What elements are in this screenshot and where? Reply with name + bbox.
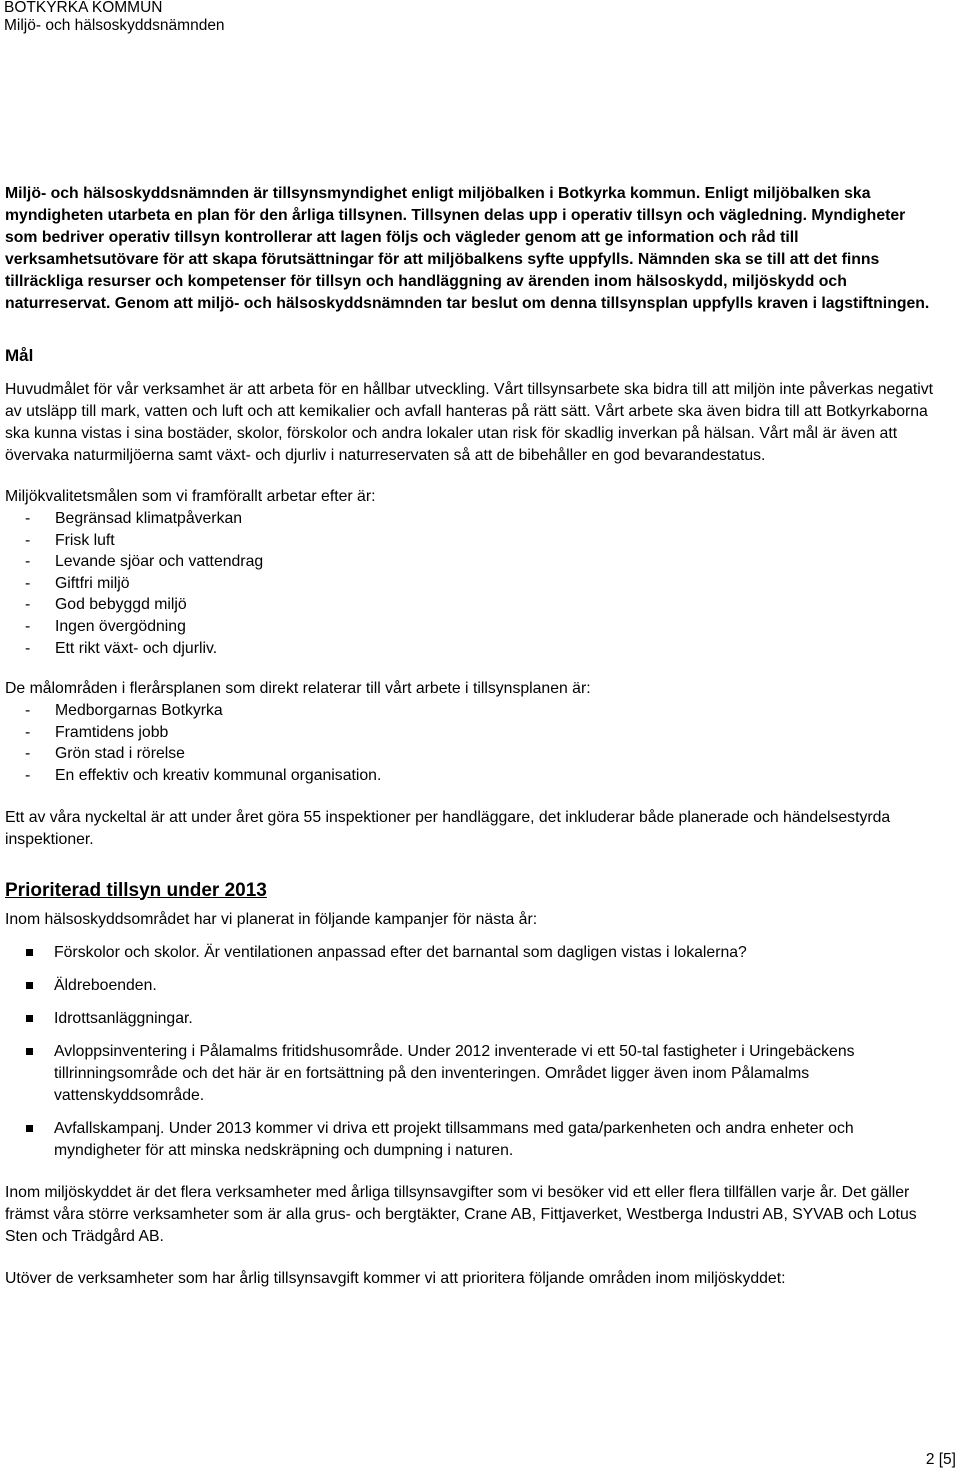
- section-heading-mal: Mål: [5, 346, 34, 365]
- list-item: - God bebyggd miljö: [25, 596, 187, 614]
- list-item: - Levande sjöar och vattendrag: [25, 553, 264, 571]
- bullet-icon: [26, 1048, 33, 1055]
- bullet-icon: [26, 982, 33, 989]
- nyckeltal-paragraph: Ett av våra nyckeltal är att under året göra 55 inspektioner per handläggare, det inkluderar både planerade och händelsestyrda inspektioner.: [5, 808, 891, 848]
- organization-name: BOTKYRKA KOMMUN: [4, 0, 163, 16]
- section-heading-prioriterad-tillsyn: Prioriterad tillsyn under 2013: [5, 879, 267, 901]
- document-header: [4, 0, 225, 36]
- list-item: Avfallskampanj. Under 2013 kommer vi driva ett projekt tillsammans med gata/parkenheten och andra enheter och myndigheter för att minska nedskräpning och dumpning i naturen.: [5, 1118, 935, 1162]
- bullet-icon: [26, 949, 33, 956]
- list-item: - En effektiv och kreativ kommunal organisation.: [25, 766, 382, 784]
- list-item: Förskolor och skolor. Är ventilationen anpassad efter det barnantal som dagligen vistas i lokalerna?: [5, 942, 935, 964]
- list-item: - Framtidens jobb: [25, 723, 169, 741]
- malomraden-list: [5, 700, 935, 786]
- list-item: - Medborgarnas Botkyrka: [25, 702, 223, 720]
- document-body: [5, 183, 935, 1290]
- miljoskydd-paragraph: Inom miljöskyddet är det flera verksamheter med årliga tillsynsavgifter som vi besöker vid ett eller flera tillfällen varje år. Det gäller främst våra större verksamheter som är alla grus- och bergtäkter, Crane AB, Fittjaverket, Westberga Industri AB, SYVAB och Lotus Sten och Trädgård AB.: [5, 1183, 917, 1245]
- mal-paragraph: Huvudmålet för vår verksamhet är att arbeta för en hållbar utveckling. Vårt tillsynsarbete ska bidra till att miljön inte påverkas negativt av utsläpp till mark, vatten och luft och att kemikalier och avfall hanteras på rätt sätt. Vårt arbete ska även bidra till att Botkyrkaborna ska kunna vistas i sina bostäder, skolor, förskolor och andra lokaler utan risk för skadlig inverkan på hälsan. Vårt mål är även att övervaka naturmiljöerna samt växt- och djurliv i naturreservaten så att de bibehåller en god bevarandestatus.: [5, 381, 934, 464]
- list-item: - Begränsad klimatpåverkan: [25, 510, 243, 527]
- prio-intro: Inom hälsoskyddsområdet har vi planerat in följande kampanjer för nästa år:: [5, 910, 538, 928]
- list-item: - Ingen övergödning: [25, 617, 186, 635]
- bullet-icon: [26, 1125, 33, 1132]
- miljokvalitetsmal-intro: Miljökvalitetsmålen som vi framförallt arbetar efter är:: [5, 488, 376, 505]
- utover-paragraph: Utöver de verksamheter som har årlig tillsynsavgift kommer vi att prioritera följande områden inom miljöskyddet:: [5, 1269, 786, 1287]
- list-item: Äldreboenden.: [5, 975, 935, 997]
- list-item: - Ett rikt växt- och djurliv.: [25, 639, 218, 657]
- list-item: Avloppsinventering i Pålamalms fritidshusområde. Under 2012 inventerade vi ett 50-tal fastigheter i Uringebäckens tillrinningsområde och det här är en fortsättning på den inventeringen. Området ligger även inom Pålamalms vattenskyddsområde.: [5, 1041, 935, 1107]
- list-item: Idrottsanläggningar.: [5, 1008, 935, 1030]
- miljokvalitetsmal-list: [5, 508, 935, 659]
- department-name: Miljö- och hälsoskyddsnämnden: [4, 17, 225, 34]
- list-item: - Grön stad i rörelse: [25, 745, 185, 763]
- list-item: - Giftfri miljö: [25, 574, 130, 592]
- malomraden-intro: De målområden i flerårsplanen som direkt relaterar till vårt arbete i tillsynsplanen är:: [5, 680, 591, 698]
- page-number: 2 [5]: [925, 1451, 956, 1468]
- intro-paragraph: Miljö- och hälsoskyddsnämnden är tillsynsmyndighet enligt miljöbalken i Botkyrka kommun. Enligt miljöbalken ska myndigheten utarbeta en plan för den årliga tillsynen. Tillsynen delas upp i operativ tillsyn och vägledning. Myndigheter som bedriver operativ tillsyn kontrollerar att lagen följs och vägleder genom att ge information och råd till verksamhetsutövare för att skapa förutsättningar för att miljöbalkens syfte uppfylls. Nämnden ska se till att det finns tillräckliga resurser och kompetenser för tillsyn och handläggning av ärenden inom hälsoskydd, miljöskydd och naturreservat. Genom att miljö- och hälsoskyddsnämnden tar beslut om denna tillsynsplan uppfylls kraven i lagstiftningen.: [5, 185, 930, 312]
- kampanj-list: [5, 942, 935, 1162]
- bullet-icon: [26, 1015, 33, 1022]
- list-item: - Frisk luft: [25, 531, 115, 549]
